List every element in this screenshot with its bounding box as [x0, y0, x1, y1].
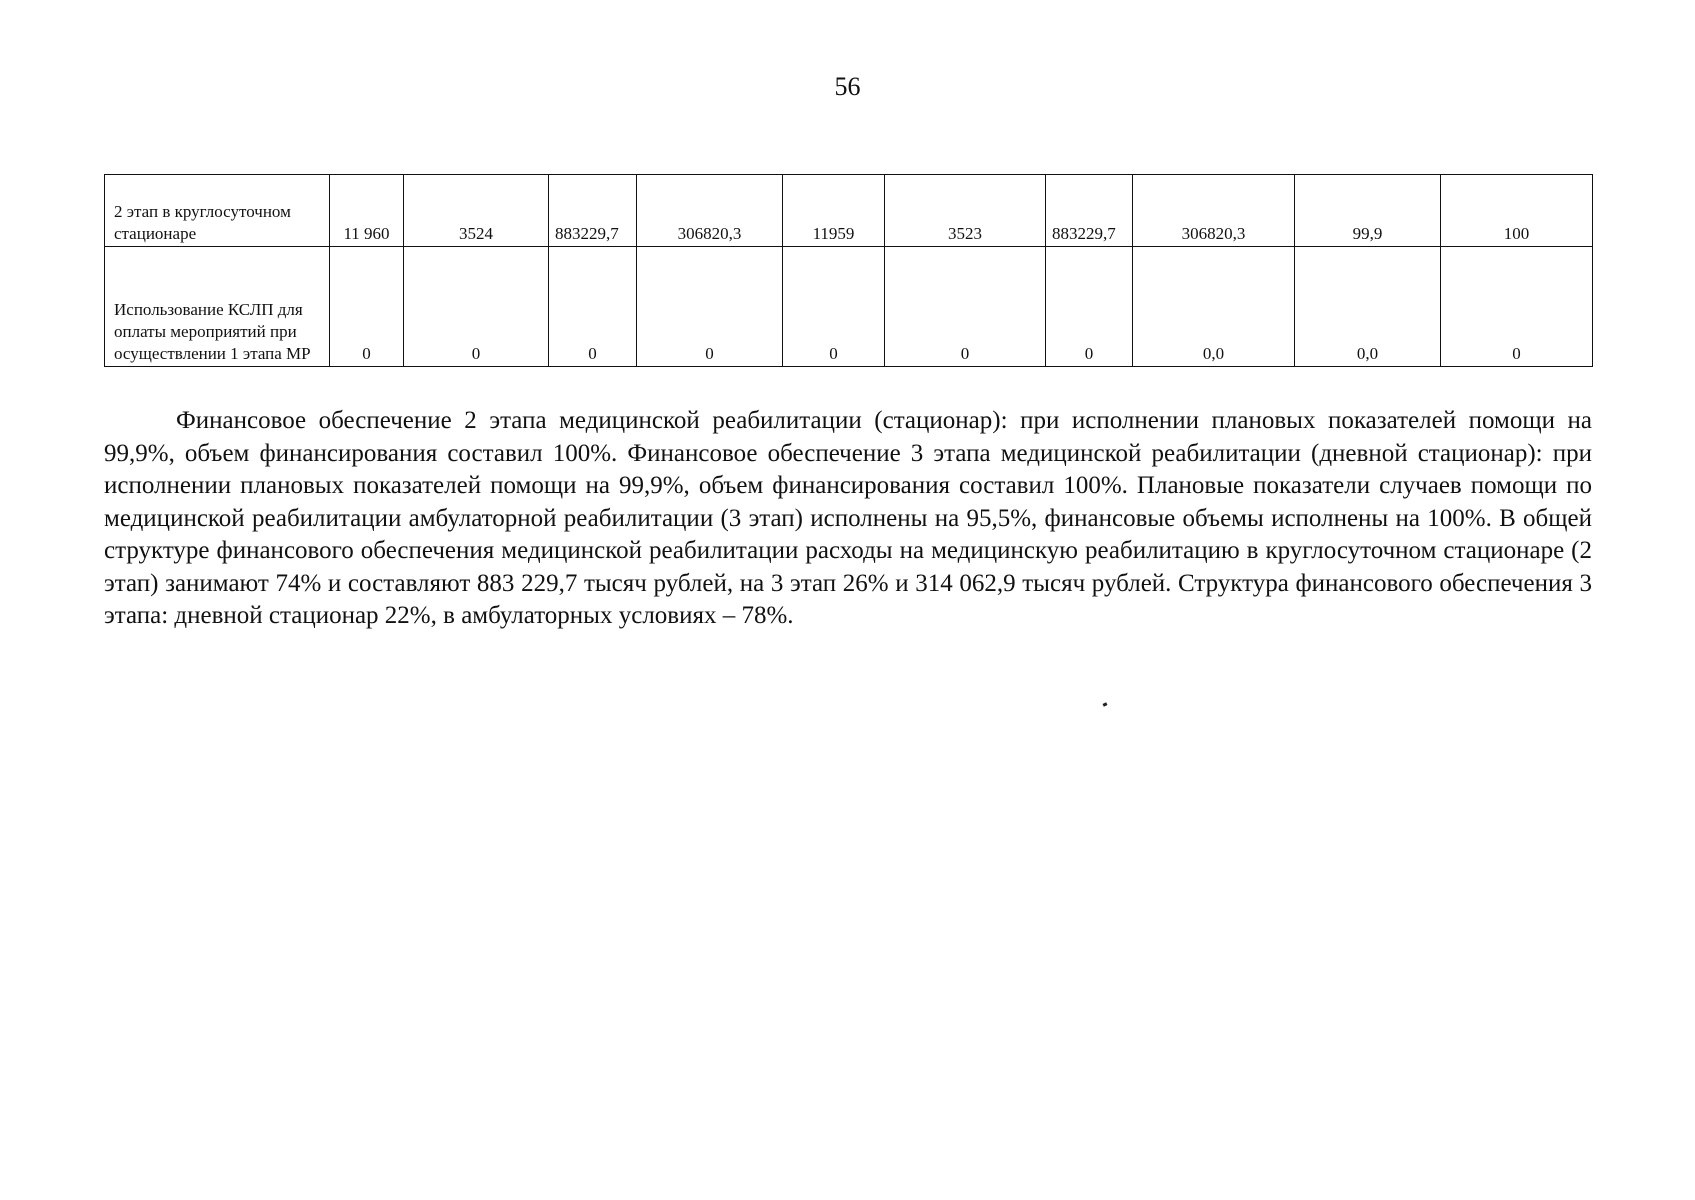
- table-row: [105, 175, 1593, 247]
- row-label: 2 этап в круглосуточном стационаре: [105, 175, 330, 247]
- table-cell: 0: [549, 247, 637, 367]
- table-cell: 0,0: [1295, 247, 1441, 367]
- row-label: Использование КСЛП для оплаты мероприятий при осуществлении 1 этапа МР: [105, 247, 330, 367]
- table-cell: 0: [637, 247, 783, 367]
- table-cell: 99,9: [1295, 175, 1441, 247]
- table-cell: 883229,7: [1046, 175, 1133, 247]
- table-cell: 3524: [404, 175, 549, 247]
- table-cell: 0: [1046, 247, 1133, 367]
- table-cell: 0: [404, 247, 549, 367]
- page-number: 56: [834, 72, 861, 101]
- table-cell: 0: [330, 247, 404, 367]
- table-cell: 100: [1441, 175, 1593, 247]
- body-paragraph: Финансовое обеспечение 2 этапа медицинской реабилитации (стационар): при исполнении плановых показателей помощи на 99,9%, объем финансирования составил 100%. Финансовое обеспечение 3 этапа медицинской реабилитации (дневной стационар): при исполнении плановых показателей помощи на 99,9%, объем финансирования составил 100%. Плановые показатели случаев помощи по медицинской реабилитации амбулаторной реабилитации (3 этап) исполнены на 95,5%, финансовые объемы исполнены на 100%. В общей структуре финансового обеспечения медицинской реабилитации расходы на медицинскую реабилитацию в круглосуточном стационаре (2 этап) занимают 74% и составляют 883 229,7 тысяч рублей, на 3 этап 26% и 314 062,9 тысяч рублей. Структура финансового обеспечения 3 этапа: дневной стационар 22%, в амбулаторных условиях – 78%.: [104, 407, 1592, 629]
- table-cell: 0: [1441, 247, 1593, 367]
- data-table: [104, 174, 1593, 367]
- table-cell: 11 960: [330, 175, 404, 247]
- table-row: [105, 247, 1593, 367]
- stray-mark: [1103, 702, 1108, 706]
- table-cell: 0: [783, 247, 885, 367]
- table-cell: 883229,7: [549, 175, 637, 247]
- table-cell: 0: [885, 247, 1046, 367]
- table-cell: 306820,3: [637, 175, 783, 247]
- table-cell: 3523: [885, 175, 1046, 247]
- table-cell: 11959: [783, 175, 885, 247]
- table-cell: 0,0: [1133, 247, 1295, 367]
- table-cell: 306820,3: [1133, 175, 1295, 247]
